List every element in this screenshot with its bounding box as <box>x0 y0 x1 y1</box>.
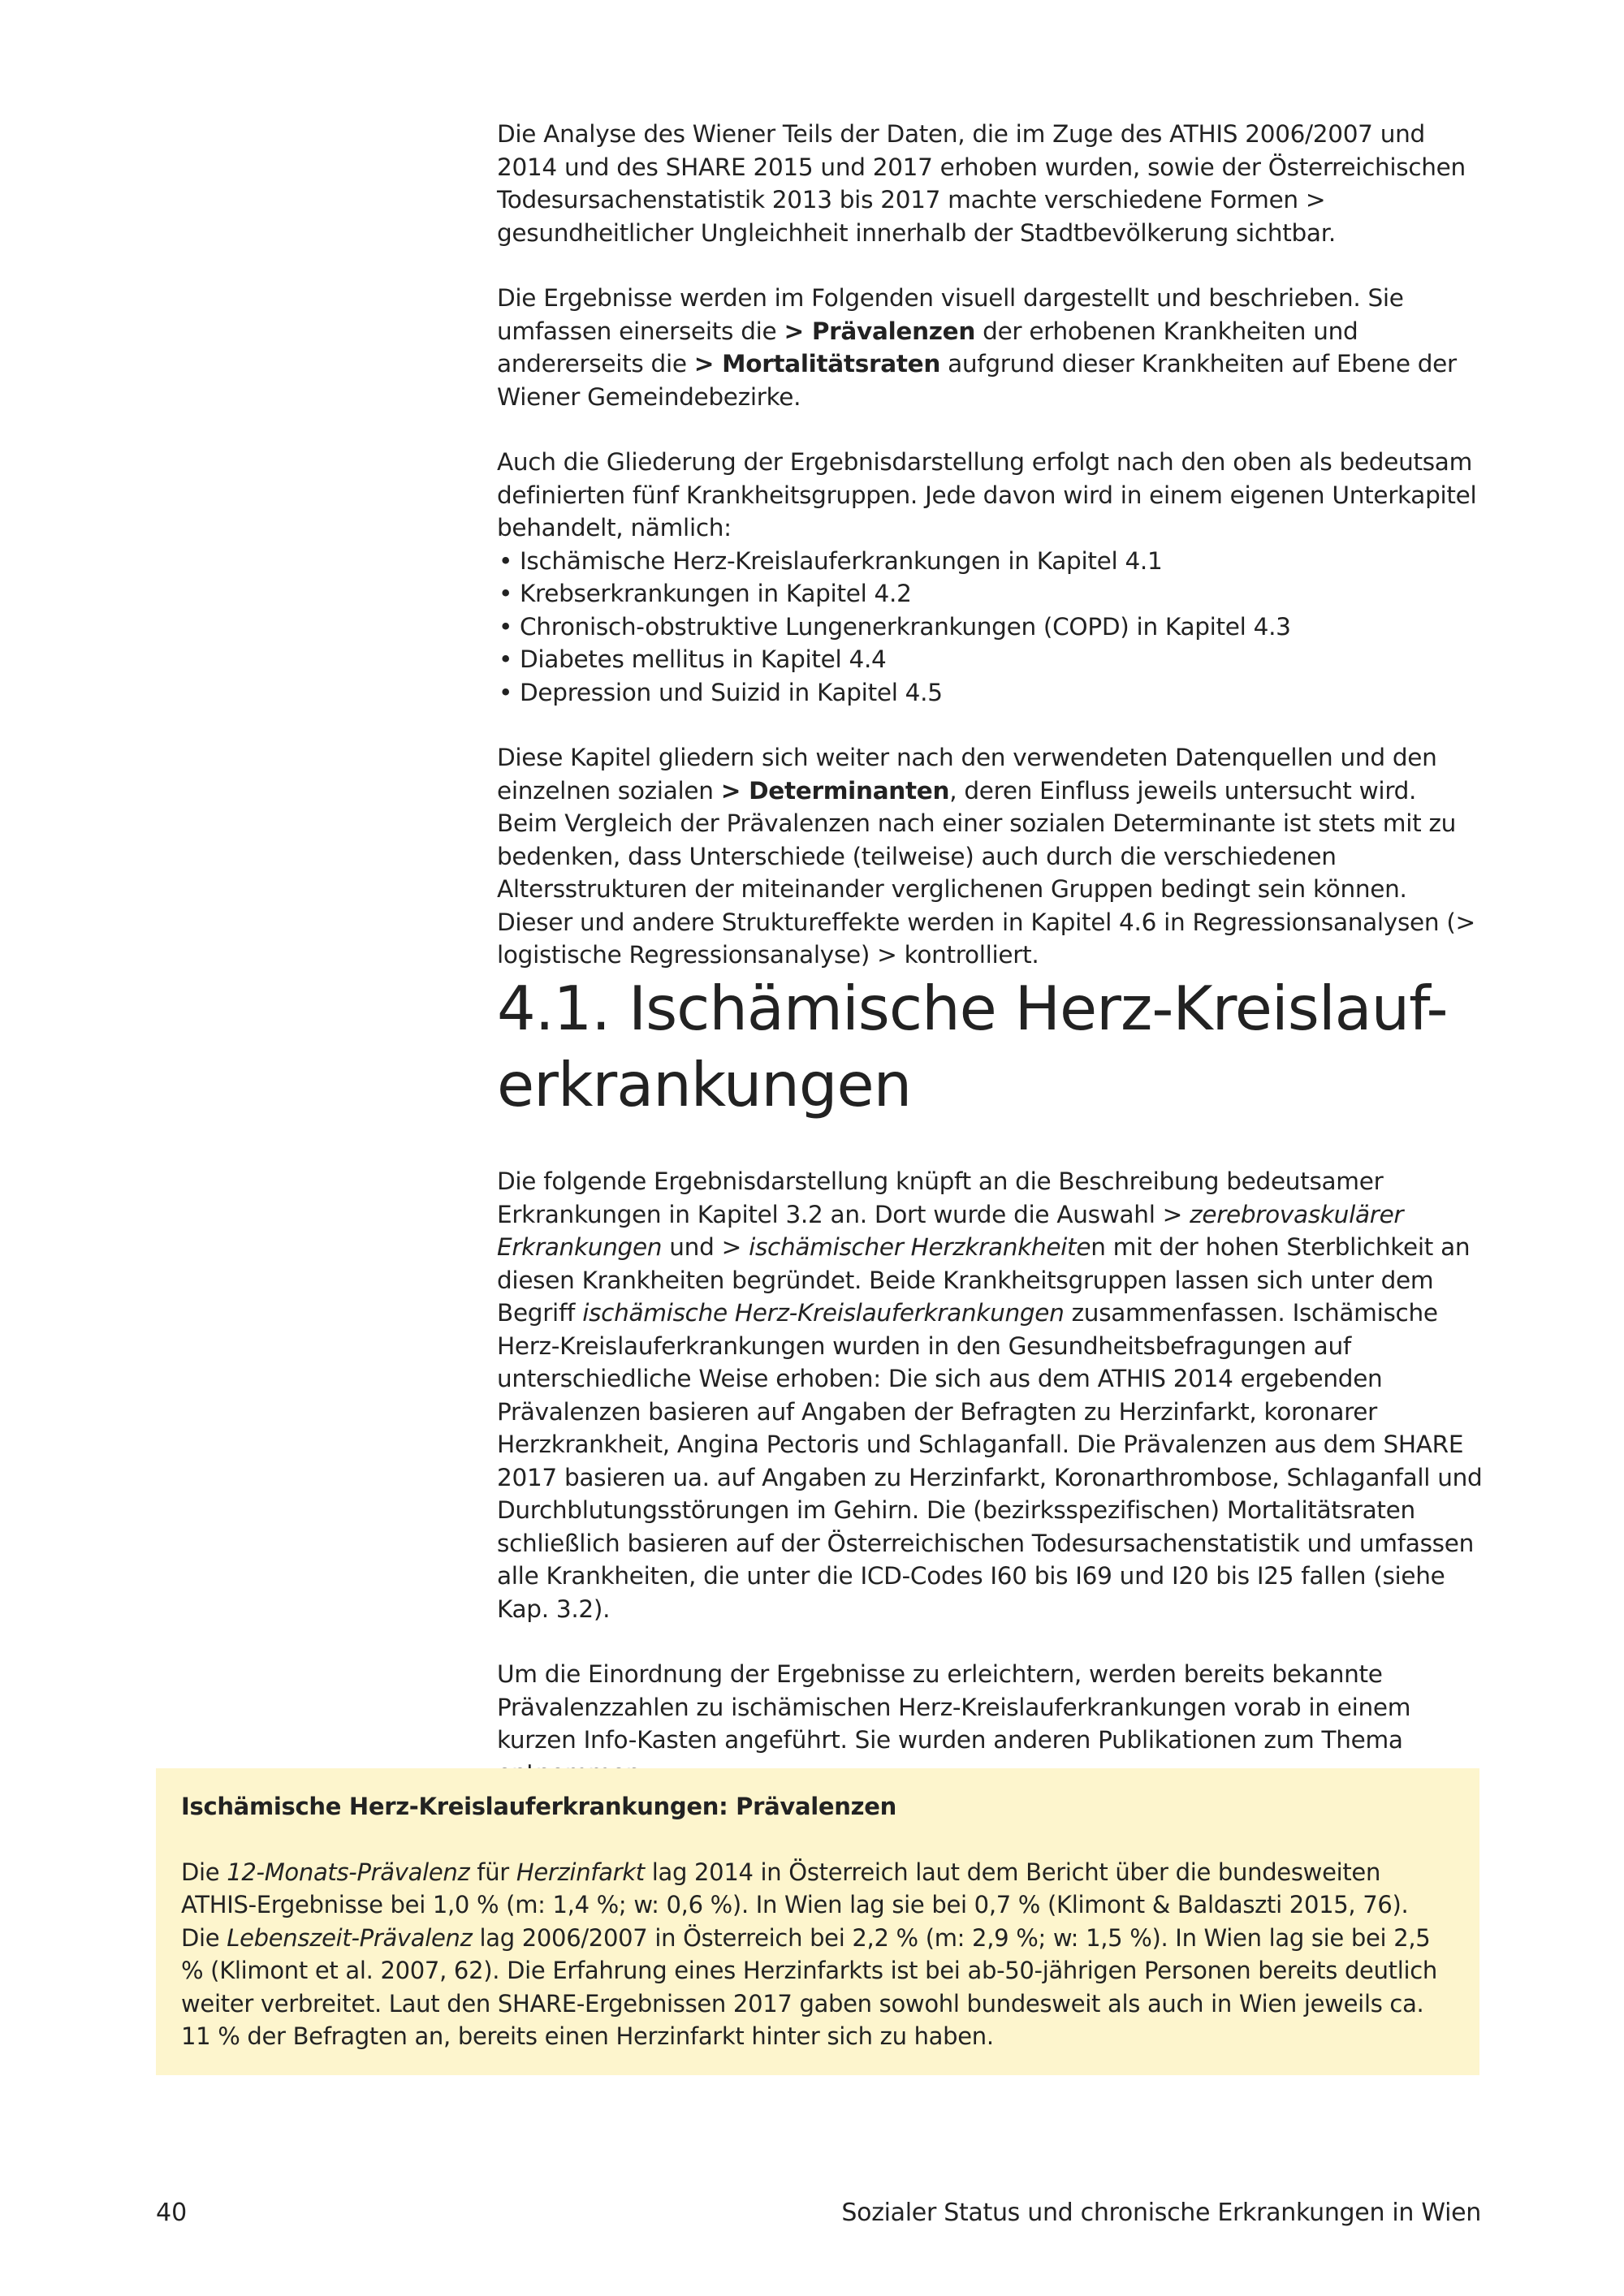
glossary-link-mortalitaetsraten[interactable]: > Mortalitätsraten <box>693 350 941 378</box>
glossary-link-praevalenzen[interactable]: > Prävalenzen <box>784 317 976 345</box>
section-heading-line-1: 4.1. Ischämische Herz-Kreislauf- <box>497 973 1448 1044</box>
info-box-title: Ischämische Herz-Kreislauferkrankungen: Prävalenzen <box>181 1793 896 1820</box>
list-item: • Diabetes mellitus in Kapitel 4.4 <box>497 643 1483 676</box>
intro-paragraph-2: Die Ergebnisse werden im Folgenden visuell dargestellt und beschrieben. Sie umfassen einerseits die > Prävalenzen der erhobenen Krankheiten und andererseits die > Mortalitätsraten aufgrund dieser Krankheiten auf Ebene der Wiener Gemeindebezirke. <box>497 284 1457 411</box>
glossary-link-ischaemische-herzkrankheit[interactable]: > ischämischer Herzkrankheite <box>721 1233 1091 1261</box>
section-body <box>497 1165 1483 1822</box>
info-box <box>156 1768 1479 2075</box>
intro-paragraph-4: Diese Kapitel gliedern sich weiter nach den verwendeten Datenquellen und den einzelnen sozialen > Determinanten, deren Einfluss jeweils untersucht wird. Beim Vergleich der Prävalenzen nach einer sozialen Determinante ist stets mit zu bedenken, dass Unterschiede (teilweise) auch durch die verschiedenen Altersstrukturen der miteinander verglichenen Gruppen bedingt sein können. Dieser und andere Struktureffekte werden in Kapitel 4.6 in Regressionsanalysen (> logistische Regressionsanalyse) > kontrolliert. <box>497 744 1475 969</box>
glossary-link-determinanten[interactable]: > Determinanten <box>720 776 950 805</box>
intro-paragraph-1: Die Analyse des Wiener Teils der Daten, die im Zuge des ATHIS 2006/2007 und 2014 und des SHARE 2015 und 2017 erhoben wurden, sowie der Österreichischen Todesursachenstatistik 2013 bis 2017 machte verschiedene Formen > gesundheitlicher Ungleichheit innerhalb der Stadtbevölkerung sichtbar. <box>497 120 1466 247</box>
list-item: • Ischämische Herz-Kreislauferkrankungen in Kapitel 4.1 <box>497 545 1483 578</box>
page-number: 40 <box>156 2199 188 2227</box>
list-item: • Depression und Suizid in Kapitel 4.5 <box>497 676 1483 710</box>
info-box-text: Die 12-Monats-Prävalenz für Herzinfarkt lag 2014 in Österreich laut dem Bericht über die bundesweiten ATHIS-Ergebnisse bei 1,0 % (m: 1,4 %; w: 0,6 %). In Wien lag sie bei 0,7 % (Klimont & Baldaszti 2015, 76). Die Lebenszeit-Prävalenz lag 2006/2007 in Österreich bei 2,2 % (m: 2,9 %; w: 1,5 %). In Wien lag sie bei 2,5 % (Klimont et al. 2007, 62). Die Erfahrung eines Herzinfarkts ist bei ab-50-jährigen Personen bereits deutlich weiter verbreitet. Laut den SHARE-Ergebnissen 2017 gaben sowohl bundesweit als auch in Wien jeweils ca. 11 % der Befragten an, bereits einen Herzinfarkt hinter sich zu haben. <box>181 1858 1437 2050</box>
section-paragraph-1: Die folgende Ergebnisdarstellung knüpft an die Beschreibung bedeutsamer Erkrankungen in Kapitel 3.2 an. Dort wurde die Auswahl > zerebrovaskulärer Erkrankungen und > ischämischer Herzkrankheiten mit der hohen Sterblichkeit an diesen Krankheiten begründet. Beide Krankheitsgruppen lassen sich unter dem Begriff ischämische Herz-Kreislauferkrankungen zusammenfassen. Ischämische Herz-Kreislauferkrankungen wurden in den Gesundheitsbefragungen auf unterschiedliche Weise erhoben: Die sich aus dem ATHIS 2014 ergebenden Prävalenzen basieren auf Angaben der Befragten zu Herzinfarkt, koronarer Herzkrankheit, Angina Pectoris und Schlaganfall. Die Prävalenzen aus dem SHARE 2017 basieren ua. auf Angaben zu Herzinfarkt, Koronarthrombose, Schlaganfall und Durchblutungsstörungen im Gehirn. Die (bezirksspezifischen) Mortalitätsraten schließlich basieren auf der Österreichischen Todesursachenstatistik und umfassen alle Krankheiten, die unter die ICD-Codes I60 bis I69 und I20 bis I25 fallen (siehe Kap. 3.2). <box>497 1167 1483 1623</box>
section-paragraph-2: Um die Einordnung der Ergebnisse zu erleichtern, werden bereits bekannte Prävalenzzahlen zu ischämischen Herz-Kreislauferkrankungen vorab in einem kurzen Info-Kasten angeführt. Sie wurden anderen Publikationen zum Thema <box>497 1660 1411 1754</box>
glossary-link-zerebrovaskulaer[interactable]: > zerebrovaskulärer Erkrankungen <box>497 1200 1404 1261</box>
list-item: • Krebserkrankungen in Kapitel 4.2 <box>497 577 1483 611</box>
chapter-list <box>497 545 1483 710</box>
section-heading <box>497 970 1553 1123</box>
section-heading-line-2: erkrankungen <box>497 1049 912 1120</box>
intro-section <box>497 118 1483 1004</box>
list-item: • Chronisch-obstruktive Lungenerkrankungen (COPD) in Kapitel 4.3 <box>497 611 1483 644</box>
running-footer-title: Sozialer Status und chronische Erkrankungen in Wien <box>841 2199 1481 2227</box>
intro-paragraph-3: Auch die Gliederung der Ergebnisdarstellung erfolgt nach den oben als bedeutsam definierten fünf Krankheitsgruppen. Jede davon wird in einem eigenen Unterkapitel behandelt, nämlich: <box>497 448 1477 542</box>
